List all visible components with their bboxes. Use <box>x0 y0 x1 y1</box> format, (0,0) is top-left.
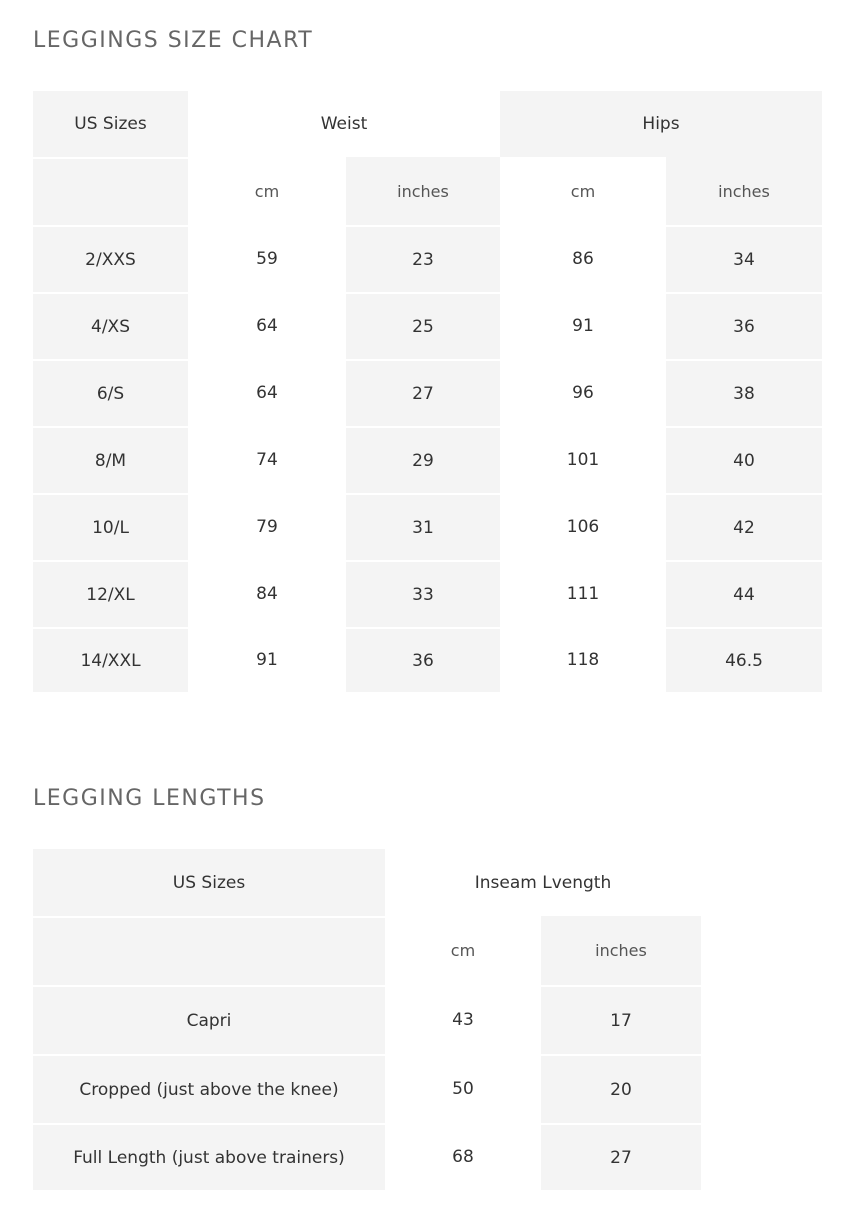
unit-waist-inches: inches <box>346 157 500 225</box>
size-chart-title: LEGGINGS SIZE CHART <box>33 28 314 53</box>
length-label: Capri <box>33 985 385 1054</box>
unit-blank-cell <box>33 157 188 225</box>
size-label: 4/XS <box>33 292 188 359</box>
waist-cm-value: 74 <box>256 449 278 470</box>
waist-inches-value: 29 <box>346 426 500 493</box>
hips-inches-value: 42 <box>666 493 822 560</box>
length-label: Full Length (just above trainers) <box>33 1123 385 1190</box>
length-cm-value: 43 <box>452 1009 474 1030</box>
waist-inches-value: 33 <box>346 560 500 627</box>
hips-cm-value: 86 <box>572 248 594 269</box>
hips-cm-value: 91 <box>572 315 594 336</box>
waist-cm-value: 64 <box>256 315 278 336</box>
hips-inches-value: 44 <box>666 560 822 627</box>
waist-cm-value: 91 <box>256 649 278 670</box>
waist-cm-value: 84 <box>256 583 278 604</box>
hips-cm-value: 96 <box>572 382 594 403</box>
length-cm-value: 50 <box>452 1078 474 1099</box>
length-inches-value: 27 <box>541 1123 701 1190</box>
size-label: 2/XXS <box>33 225 188 292</box>
hips-inches-value: 34 <box>666 225 822 292</box>
header-hips: Hips <box>500 91 822 157</box>
waist-inches-value: 27 <box>346 359 500 426</box>
waist-cm-value: 79 <box>256 516 278 537</box>
unit-waist-cm: cm <box>254 181 280 201</box>
size-label: 6/S <box>33 359 188 426</box>
waist-cm-value: 59 <box>256 248 278 269</box>
lengths-unit-blank-cell <box>33 916 385 985</box>
size-label: 8/M <box>33 426 188 493</box>
lengths-chart-title: LEGGING LENGTHS <box>33 786 266 811</box>
length-inches-value: 17 <box>541 985 701 1054</box>
length-label: Cropped (just above the knee) <box>33 1054 385 1123</box>
length-cm-value: 68 <box>452 1146 474 1167</box>
waist-cm-value: 64 <box>256 382 278 403</box>
length-inches-value: 20 <box>541 1054 701 1123</box>
lengths-unit-cm: cm <box>450 941 476 960</box>
waist-inches-value: 23 <box>346 225 500 292</box>
waist-inches-value: 31 <box>346 493 500 560</box>
header-waist: Weist <box>320 114 368 134</box>
lengths-unit-inches: inches <box>541 916 701 985</box>
waist-inches-value: 25 <box>346 292 500 359</box>
hips-cm-value: 106 <box>566 516 600 537</box>
lengths-header-inseam: Inseam Lvength <box>474 872 612 893</box>
hips-cm-value: 101 <box>566 449 600 470</box>
size-label: 12/XL <box>33 560 188 627</box>
unit-hips-cm: cm <box>570 181 596 201</box>
hips-cm-value: 118 <box>566 649 600 670</box>
size-label: 10/L <box>33 493 188 560</box>
hips-inches-value: 38 <box>666 359 822 426</box>
hips-cm-value: 111 <box>566 583 600 604</box>
hips-inches-value: 40 <box>666 426 822 493</box>
header-us-sizes: US Sizes <box>33 91 188 157</box>
unit-hips-inches: inches <box>666 157 822 225</box>
waist-inches-value: 36 <box>346 627 500 692</box>
hips-inches-value: 36 <box>666 292 822 359</box>
size-label: 14/XXL <box>33 627 188 692</box>
hips-inches-value: 46.5 <box>666 627 822 692</box>
lengths-header-us-sizes: US Sizes <box>33 849 385 916</box>
